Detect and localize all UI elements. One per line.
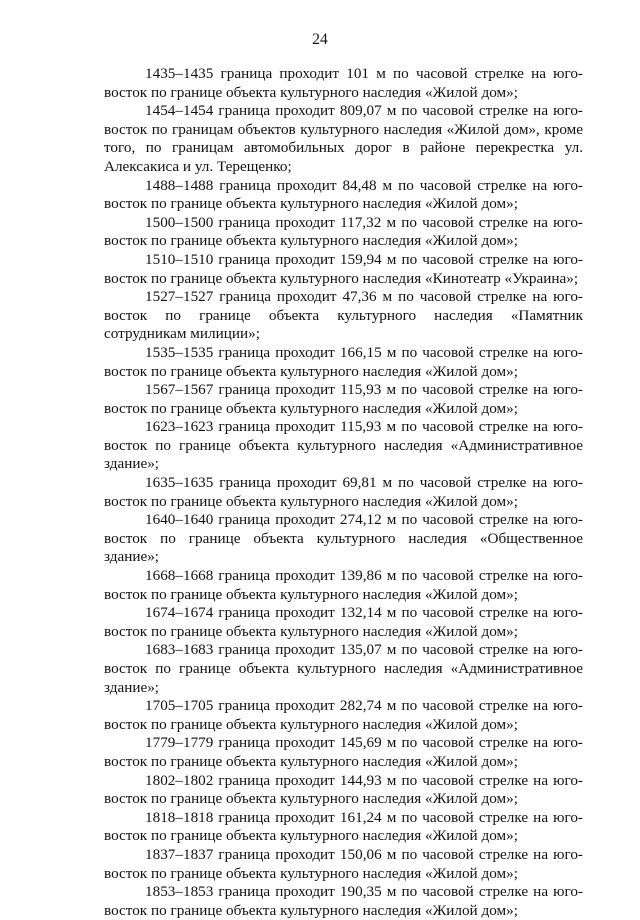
paragraph: 1683–1683 граница проходит 135,07 м по часовой стрелке на юго-восток по границе объекта культурного наследия «Административное здание»; — [104, 641, 583, 696]
paragraph: 1640–1640 граница проходит 274,12 м по часовой стрелке на юго-восток по границе объекта культурного наследия «Общественное здание»; — [104, 511, 583, 566]
paragraph: 1853–1853 граница проходит 190,35 м по часовой стрелке на юго-восток по границе объекта культурного наследия «Жилой дом»; — [104, 883, 583, 919]
paragraph: 1674–1674 граница проходит 132,14 м по часовой стрелке на юго-восток по границе объекта культурного наследия «Жилой дом»; — [104, 604, 583, 640]
paragraph: 1535–1535 граница проходит 166,15 м по часовой стрелке на юго-восток по границе объекта культурного наследия «Жилой дом»; — [104, 343, 583, 380]
paragraph: 1623–1623 граница проходит 115,93 м по часовой стрелке на юго-восток по границе объекта культурного наследия «Административное здание»; — [104, 418, 583, 473]
paragraph: 1510–1510 граница проходит 159,94 м по часовой стрелке на юго-восток по границе объекта культурного наследия «Кинотеатр «Украина»; — [104, 250, 583, 287]
paragraph: 1527–1527 граница проходит 47,36 м по часовой стрелке на юго-восток по границе объекта культурного наследия «Памятник сотрудникам милиции»; — [104, 288, 583, 343]
paragraph: 1802–1802 граница проходит 144,93 м по часовой стрелке на юго-восток по границе объекта культурного наследия «Жилой дом»; — [104, 771, 583, 808]
paragraph: 1837–1837 граница проходит 150,06 м по часовой стрелке на юго-восток по границе объекта культурного наследия «Жилой дом»; — [104, 845, 583, 882]
paragraph: 1567–1567 граница проходит 115,93 м по часовой стрелке на юго-восток по границе объекта культурного наследия «Жилой дом»; — [104, 381, 583, 417]
paragraph: 1705–1705 граница проходит 282,74 м по часовой стрелке на юго-восток по границе объекта культурного наследия «Жилой дом»; — [104, 697, 583, 733]
document-body — [104, 65, 583, 920]
paragraph: 1435–1435 граница проходит 101 м по часовой стрелке на юго-восток по границе объекта культурного наследия «Жилой дом»; — [104, 65, 583, 101]
paragraph: 1635–1635 граница проходит 69,81 м по часовой стрелке на юго-восток по границе объекта культурного наследия «Жилой дом»; — [104, 474, 583, 510]
page-number: 24 — [312, 31, 328, 48]
paragraph: 1818–1818 граница проходит 161,24 м по часовой стрелке на юго-восток по границе объекта культурного наследия «Жилой дом»; — [104, 808, 583, 845]
paragraph: 1668–1668 граница проходит 139,86 м по часовой стрелке на юго-восток по границе объекта культурного наследия «Жилой дом»; — [104, 567, 583, 603]
paragraph: 1488–1488 граница проходит 84,48 м по часовой стрелке на юго-восток по границе объекта культурного наследия «Жилой дом»; — [104, 176, 583, 213]
paragraph: 1779–1779 граница проходит 145,69 м по часовой стрелке на юго-восток по границе объекта культурного наследия «Жилой дом»; — [104, 734, 583, 770]
paragraph: 1500–1500 граница проходит 117,32 м по часовой стрелке на юго-восток по границе объекта культурного наследия «Жилой дом»; — [104, 213, 583, 250]
paragraph: 1454–1454 граница проходит 809,07 м по часовой стрелке на юго-восток по границам объектов культурного наследия «Жилой дом», кроме того, по границам автомобильных дорог в районе перекрестка ул. Алексакиса и ул. Терещенко; — [104, 102, 583, 175]
